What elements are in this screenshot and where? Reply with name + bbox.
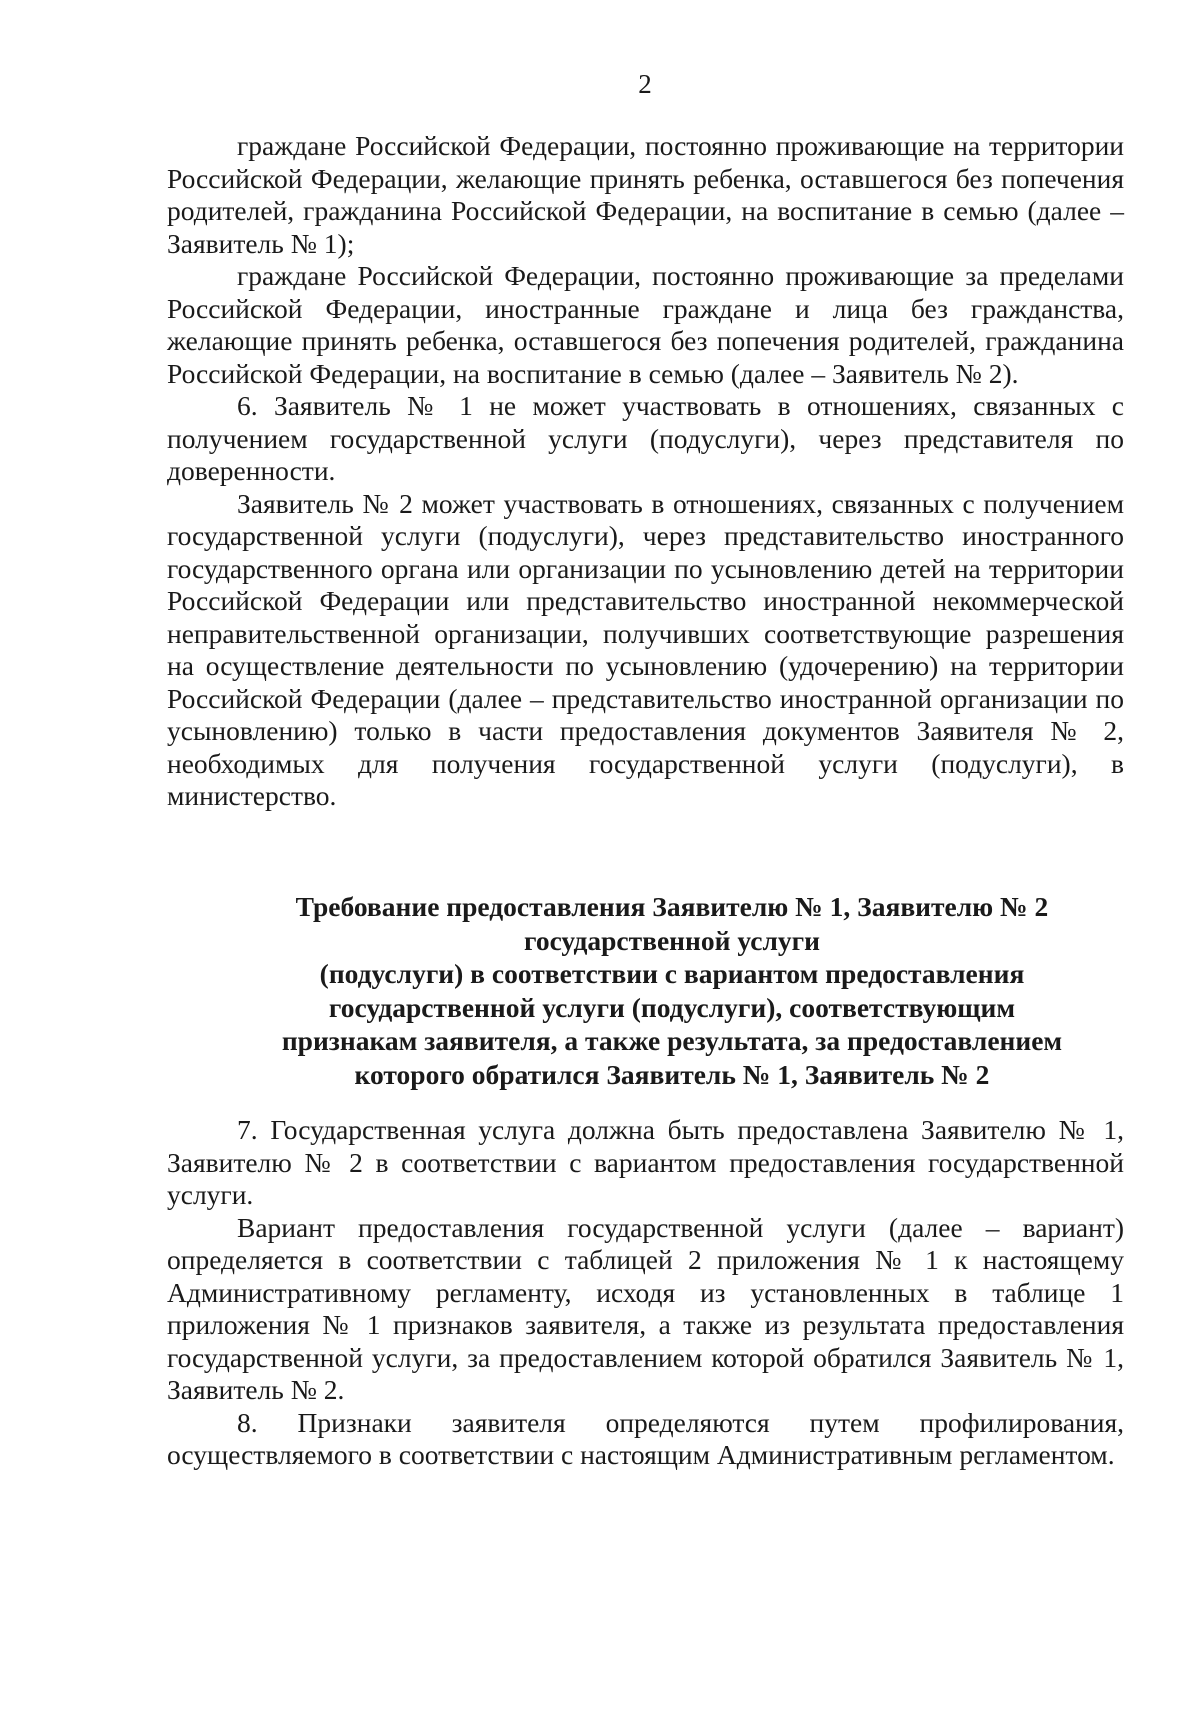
paragraph-item-8: 8. Признаки заявителя определяются путем профилирования, осуществляемого в соответствии с настоящим Административным регламентом. (167, 1406, 1124, 1470)
heading-line: признакам заявителя, а также результата, за предоставлением (281, 1025, 1063, 1056)
paragraph-item-6: 6. Заявитель № 1 не может участвовать в отношениях, связанных с получением государственной услуги (подуслуги), через представителя по доверенности. (167, 390, 1124, 486)
heading-line: государственной услуги (524, 924, 820, 956)
heading-line: Требование предоставления Заявителю № 1, Заявителю № 2 (295, 891, 1049, 922)
paragraph-item-7: 7. Государственная услуга должна быть предоставлена Заявителю № 1, Заявителю № 2 в соответствии с вариантом предоставления государственной услуги. (167, 1114, 1124, 1210)
section-heading (167, 890, 1177, 1091)
heading-line: (подуслуги) в соответствии с вариантом предоставления (319, 958, 1025, 989)
paragraph-applicant-1: граждане Российской Федерации, постоянно проживающие на территории Российской Федерации, желающие принять ребенка, оставшегося без попечения родителей, гражданина Российской Федерации, на воспитание в семью (далее – Заявитель № 1); (167, 130, 1124, 259)
heading-line: которого обратился Заявитель № 1, Заявитель № 2 (354, 1058, 990, 1090)
paragraph-variant: Вариант предоставления государственной услуги (далее – вариант) определяется в соответствии с таблицей 2 приложения № 1 к настоящему Административному регламенту, исходя из установленных в таблице 1 приложения № 1 признаков заявителя, а также из результата предоставления государственной услуги, за предоставлением которой обратился Заявитель № 1, Заявитель № 2. (167, 1211, 1124, 1405)
bottom-text-block (167, 1114, 1124, 1472)
page-number: 2 (638, 69, 652, 99)
paragraph-applicant-2: граждане Российской Федерации, постоянно проживающие за пределами Российской Федерации, иностранные граждане и лица без гражданства, желающие принять ребенка, оставшегося без попечения родителей, гражданина Российской Федерации, на воспитание в семью (далее – Заявитель № 2). (167, 260, 1124, 389)
heading-line: государственной услуги (подуслуги), соответствующим (328, 991, 1016, 1023)
paragraph-applicant-2-representation: Заявитель № 2 может участвовать в отношениях, связанных с получением государственной услуги (подуслуги), через представительство иностранного государственного органа или организации по усыновлению детей на территории Российской Федерации или представительство иностранной некоммерческой неправительственной организации, получивших соответствующие разрешения на осуществление деятельности по усыновлению (удочерению) на территории Российской Федерации (далее – представительство иностранной организации по усыновлению) только в части предоставления документов Заявителя № 2, необходимых для получения государственной услуги (подуслуги), в министерство. (167, 487, 1124, 811)
top-text-block (167, 130, 1124, 813)
